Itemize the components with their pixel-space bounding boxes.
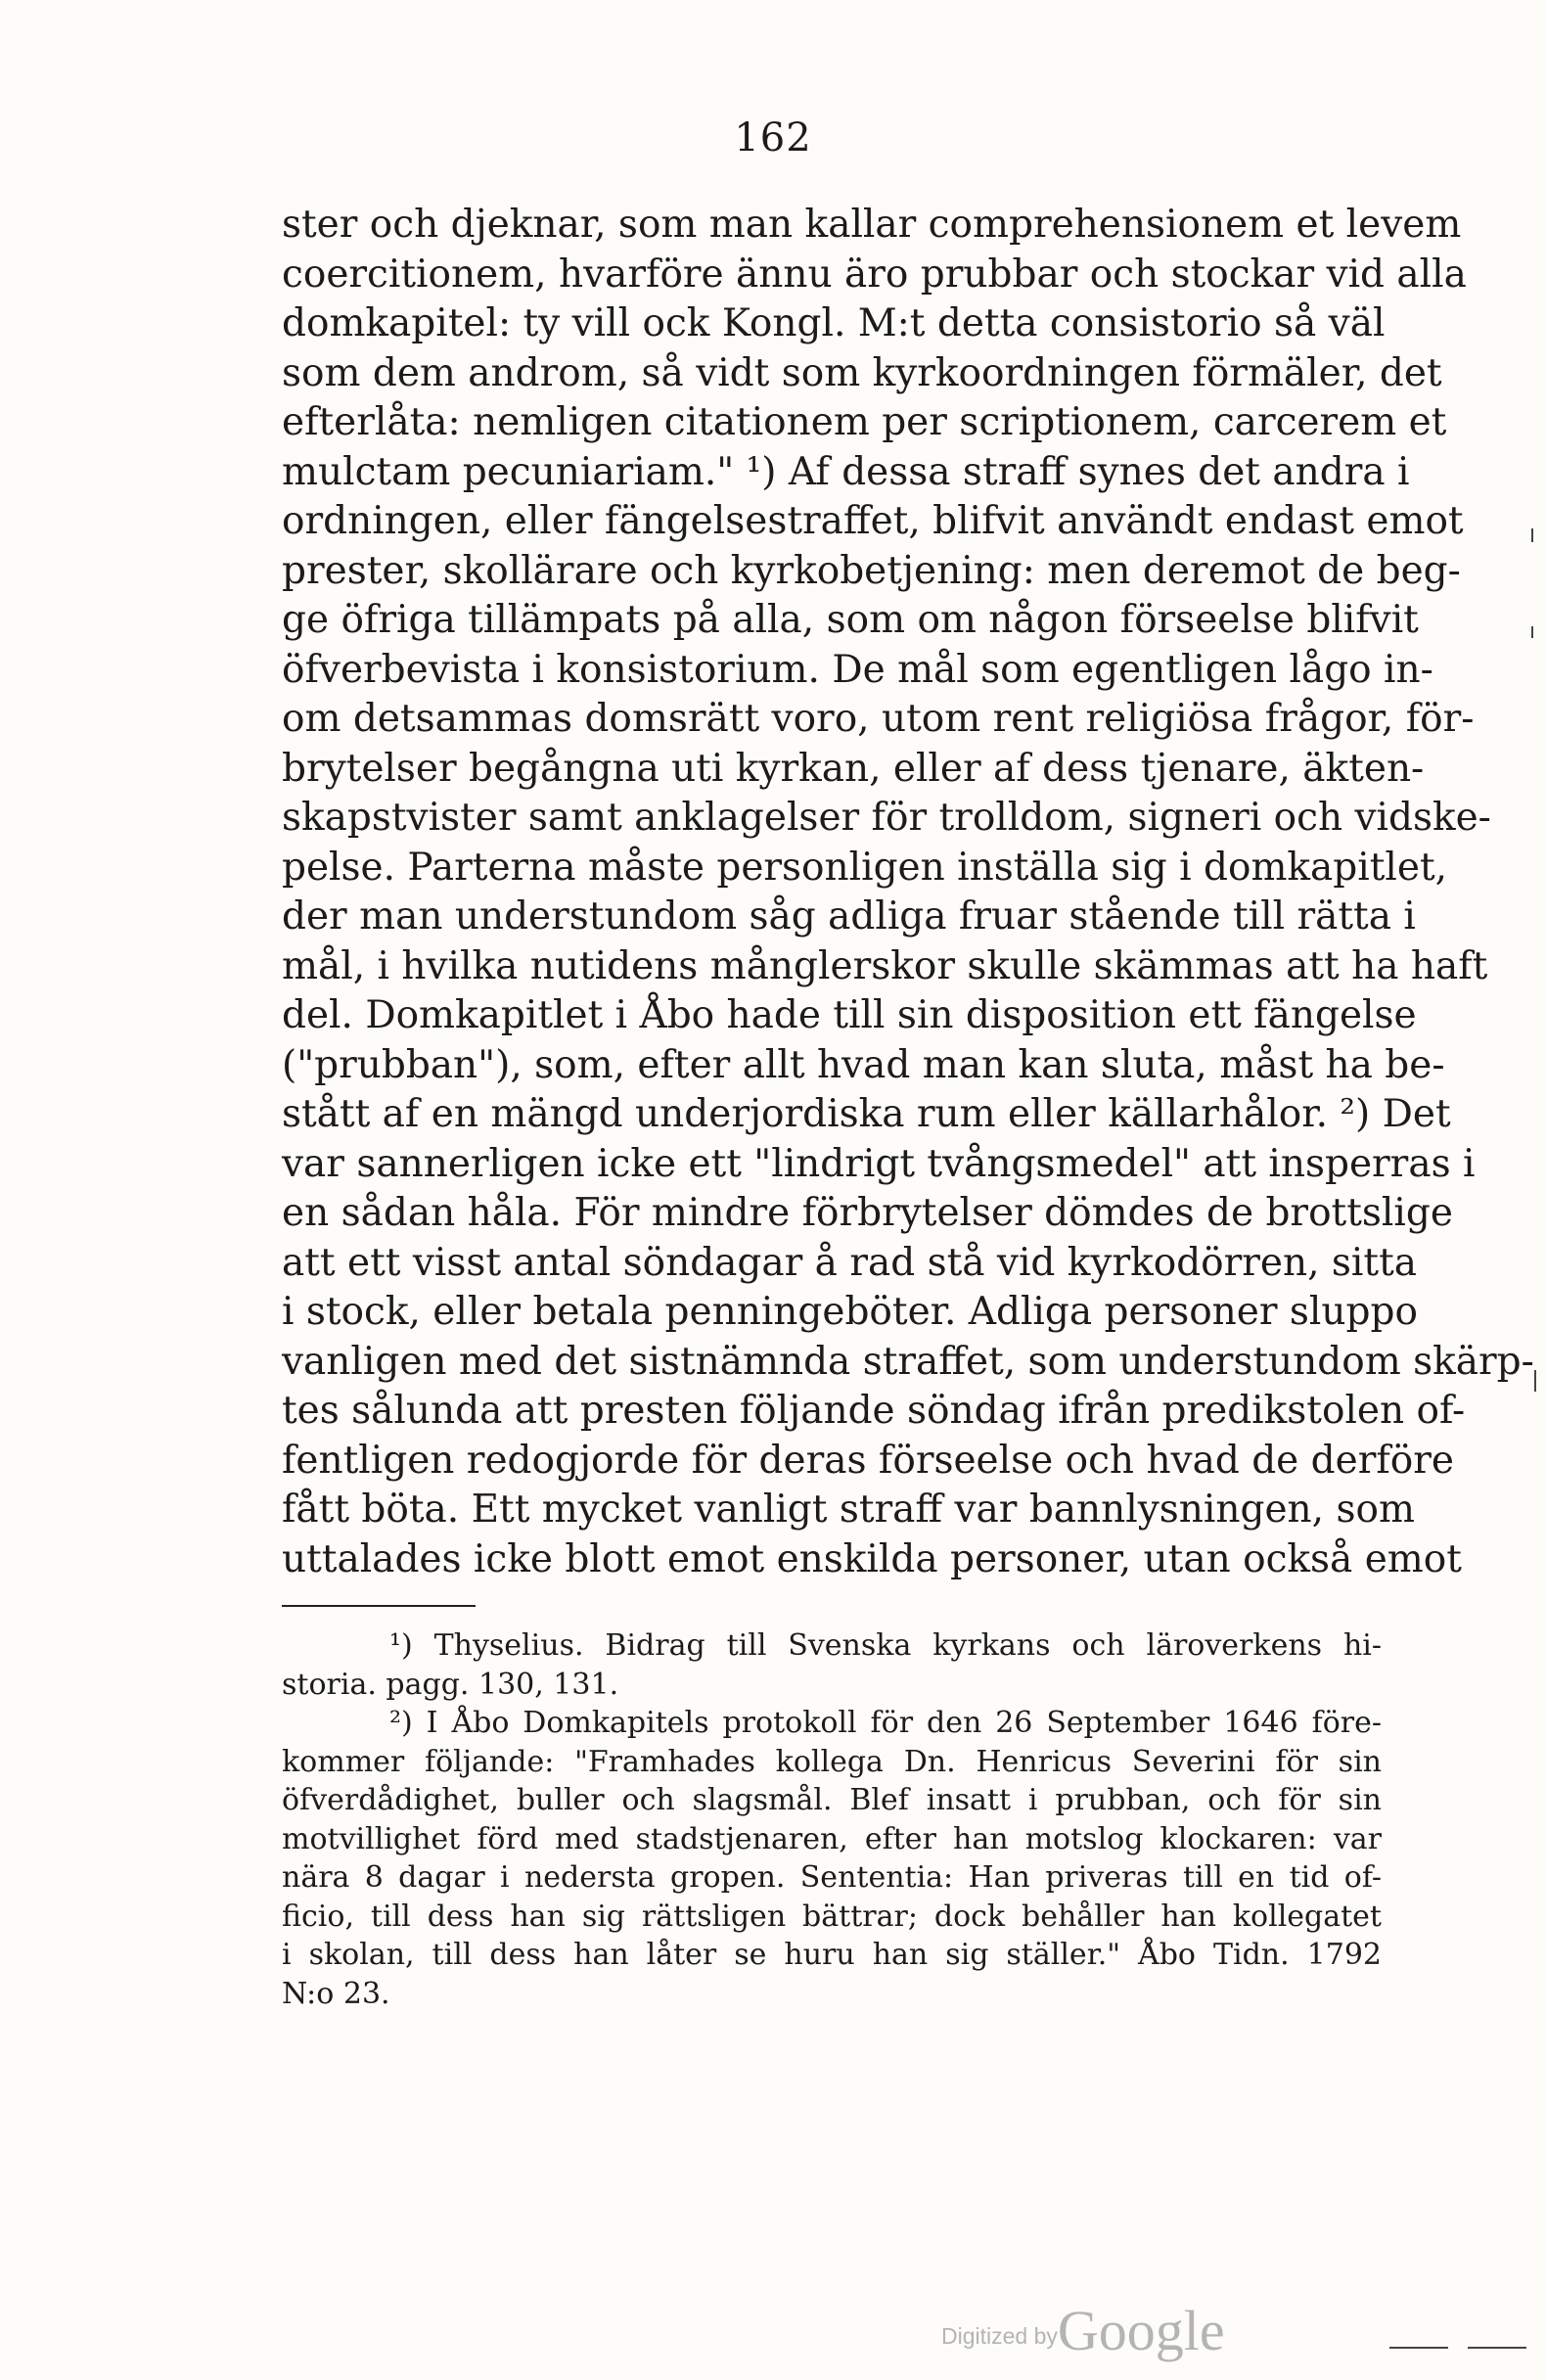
text-line: fentligen redogjorde för deras förseelse och hvad de derföre [282,1438,1454,1483]
scan-edge-mark [1531,528,1533,542]
digitization-watermark [941,2298,1225,2363]
text-line: del. Domkapitlet i Åbo hade till sin disposition ett fängelse [282,993,1417,1037]
text-line: skapstvister samt anklagelser för trolldom, signeri och vidske- [282,796,1491,840]
main-text [282,201,1534,1584]
text-line: domkapitel: ty vill ock Kongl. M:t detta consistorio så väl [282,301,1386,345]
text-line: stått af en mängd underjordiska rum eller källarhålor. ²) Det [282,1092,1451,1136]
text-line: vanligen med det sistnämnda straffet, som understundom skärp- [282,1339,1534,1384]
footnote-line: kommer följande: "Framhades kollega Dn. Henricus Severini för sin [282,1744,1382,1779]
scan-edge-mark [1534,1370,1536,1392]
text-line: ("prubban"), som, efter allt hvad man kan sluta, måst ha be- [282,1042,1445,1087]
watermark-brand: Google [1057,2299,1225,2362]
text-line: prester, skollärare och kyrkobetjening: men deremot de beg- [282,548,1461,593]
text-line: ge öfriga tillämpats på alla, som om någon förseelse blifvit [282,598,1419,642]
text-line: coercitionem, hvarföre ännu äro prubbar och stockar vid alla [282,252,1467,297]
footnote-line: ¹) Thyselius. Bidrag till Svenska kyrkans och läroverkens hi- [389,1628,1382,1663]
text-line: uttalades icke blott emot enskilda personer, utan också emot [282,1536,1462,1581]
text-line: pelse. Parterna måste personligen inställa sig i domkapitlet, [282,845,1448,890]
text-line: brytelser begångna uti kyrkan, eller af dess tjenare, äkten- [282,746,1425,791]
text-line: der man understundom såg adliga fruar stående till rätta i [282,894,1416,938]
text-line: efterlåta: nemligen citationem per scriptionem, carcerem et [282,400,1447,444]
watermark-prefix: Digitized by [941,2323,1058,2349]
text-line: en sådan håla. För mindre förbrytelser dömdes de brottslige [282,1191,1453,1235]
text-line: fått böta. Ett mycket vanligt straff var bannlysningen, som [282,1488,1415,1532]
text-line: öfverbevista i konsistorium. De mål som egentligen lågo in- [282,647,1433,692]
text-line: tes sålunda att presten följande söndag ifrån predikstolen of- [282,1389,1466,1433]
text-line: ordningen, eller fängelsestraffet, blifvit användt endast emot [282,499,1464,543]
text-line: att ett visst antal söndagar å rad stå vid kyrkodörren, sitta [282,1240,1418,1285]
scan-edge-mark [1389,2347,1448,2349]
footnote-line: ficio, till dess han sig rättsligen bättrar; dock behåller han kollegatet [282,1899,1382,1934]
text-line: som dem androm, så vidt som kyrkoordningen förmäler, det [282,350,1442,395]
text-line: om detsammas domsrätt voro, utom rent religiösa frågor, för- [282,697,1475,741]
text-line: var sannerligen icke ett "lindrigt tvångsmedel" att insperras i [282,1141,1476,1186]
footnotes [282,1626,1382,2013]
page-number: 162 [734,115,812,160]
footnote-line: motvillighet förd med stadstjenaren, efter han motslog klockaren: var [282,1821,1382,1856]
footnote-line: öfverdådighet, buller och slagsmål. Blef insatt i prubban, och för sin [282,1783,1382,1817]
footnote-line: N:o 23. [282,1976,390,2011]
footnote-line: ²) I Åbo Domkapitels protokoll för den 26 September 1646 före- [389,1706,1382,1740]
footnote-line: nära 8 dagar i nedersta gropen. Sententia: Han priveras till en tid of- [282,1860,1382,1895]
scan-edge-mark [1468,2347,1526,2349]
text-line: mulctam pecuniariam." ¹) Af dessa straff synes det andra i [282,449,1410,494]
footnote-line: storia. pagg. 130, 131. [282,1667,619,1702]
text-line: ster och djeknar, som man kallar comprehensionem et levem [282,203,1462,247]
text-line: i stock, eller betala penningeböter. Adliga personer sluppo [282,1290,1418,1334]
footnote-separator [282,1605,476,1607]
footnote-line: i skolan, till dess han låter se huru han sig ställer." Åbo Tidn. 1792 [282,1938,1382,1972]
text-line: mål, i hvilka nutidens månglerskor skulle skämmas att ha haft [282,943,1488,988]
scan-edge-mark [1531,626,1533,638]
